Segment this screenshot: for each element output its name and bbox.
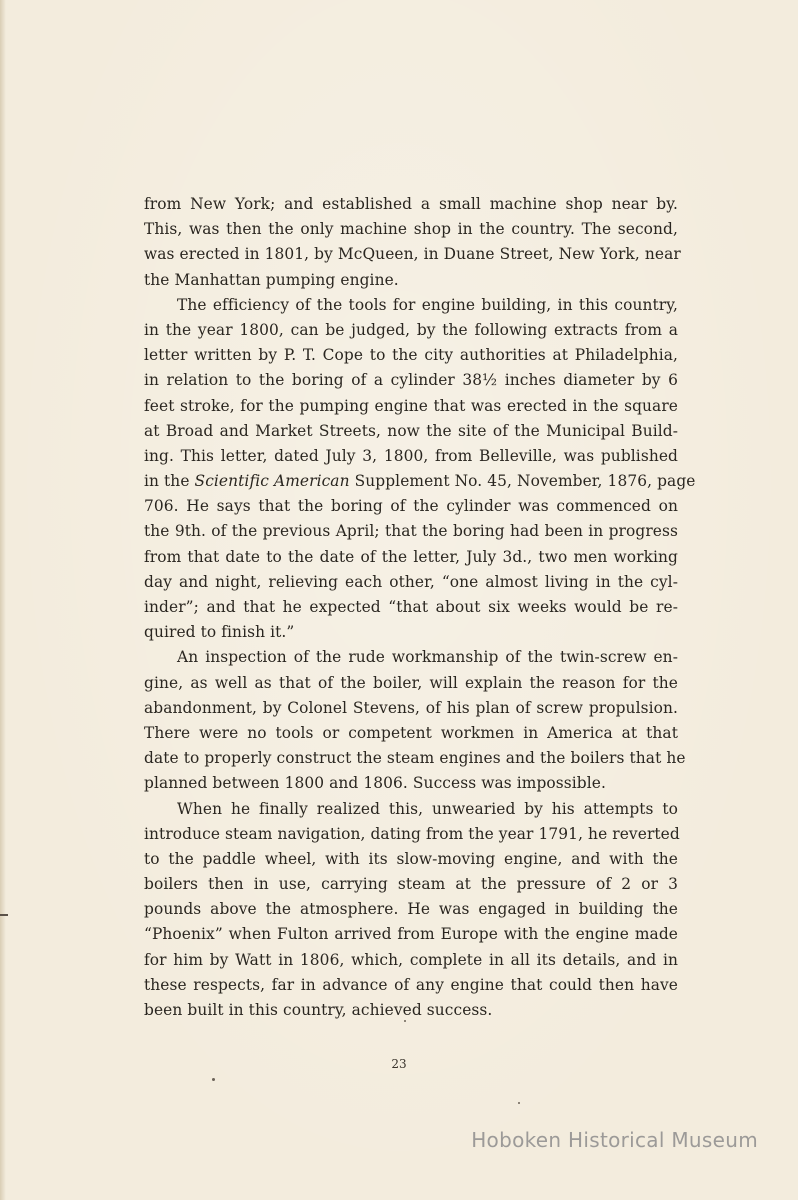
- text-line: to the paddle wheel, with its slow-moving engine, and with the: [144, 849, 678, 868]
- text-line: “Phoenix” when Fulton arrived from Europe with the engine made: [144, 925, 678, 944]
- text-line: gine, as well as that of the boiler, will explain the reason for the: [144, 673, 678, 692]
- text-line: This, was then the only machine shop in the country. The second,: [144, 220, 678, 239]
- text-line: from New York; and established a small machine shop near by.: [144, 195, 678, 213]
- text-line-with-italic: [144, 469, 696, 494]
- text-suffix: Supplement No. 45, November, 1876, page: [354, 472, 696, 491]
- text-line: pounds above the atmosphere. He was engaged in building the: [144, 900, 678, 919]
- watermark: Hoboken Historical Museum: [471, 1128, 758, 1152]
- text-line: was erected in 1801, by McQueen, in Duane Street, New York, near: [144, 245, 681, 264]
- edge-mark: [0, 914, 8, 916]
- paper-speck: [404, 1020, 406, 1022]
- text-line: There were no tools or competent workmen in America at that: [144, 723, 678, 742]
- text-line: ing. This letter, dated July 3, 1800, from Belleville, was published: [144, 446, 678, 465]
- text-line: introduce steam navigation, dating from the year 1791, he reverted: [144, 824, 680, 843]
- text-line: abandonment, by Colonel Stevens, of his plan of screw propulsion.: [144, 698, 678, 717]
- text-line: quired to finish it.”: [144, 623, 295, 642]
- text-prefix: in the: [144, 472, 190, 491]
- text-line: been built in this country, achieved success.: [144, 1001, 493, 1019]
- page-number: 23: [391, 1057, 407, 1071]
- text-line: the Manhattan pumping engine.: [144, 270, 399, 289]
- paper-speck: [212, 1078, 215, 1081]
- text-line: The efficiency of the tools for engine building, in this country,: [177, 295, 678, 314]
- body-text: [144, 192, 696, 1023]
- text-line: these respects, far in advance of any engine that could then have: [144, 975, 678, 994]
- text-line: for him by Watt in 1806, which, complete in all its details, and in: [144, 950, 678, 969]
- text-line: from that date to the date of the letter, July 3d., two men working: [144, 547, 678, 566]
- text-line: planned between 1800 and 1806. Success was impossible.: [144, 774, 606, 793]
- text-line: boilers then in use, carrying steam at the pressure of 2 or 3: [144, 875, 678, 894]
- text-line: in the year 1800, can be judged, by the following extracts from a: [144, 320, 678, 339]
- text-line: 706. He says that the boring of the cylinder was commenced on: [144, 497, 678, 516]
- text-line: date to properly construct the steam engines and the boilers that he: [144, 749, 686, 768]
- text-line: An inspection of the rude workmanship of the twin-screw en-: [177, 648, 678, 667]
- text-line: feet stroke, for the pumping engine that was erected in the square: [144, 396, 678, 415]
- text-line: When he finally realized this, unwearied by his attempts to: [177, 799, 678, 818]
- journal-title: Scientific American: [194, 472, 350, 491]
- text-line: day and night, relieving each other, “one almost living in the cyl-: [144, 572, 678, 591]
- text-line: letter written by P. T. Cope to the city authorities at Philadelphia,: [144, 346, 678, 365]
- text-line: inder”; and that he expected “that about six weeks would be re-: [144, 598, 678, 616]
- page-edge: [0, 0, 6, 1200]
- text-line: the 9th. of the previous April; that the boring had been in progress: [144, 522, 678, 541]
- paper-speck: [518, 1102, 520, 1104]
- text-line: in relation to the boring of a cylinder 38½ inches diameter by 6: [144, 371, 678, 390]
- text-line: at Broad and Market Streets, now the site of the Municipal Build-: [144, 421, 678, 440]
